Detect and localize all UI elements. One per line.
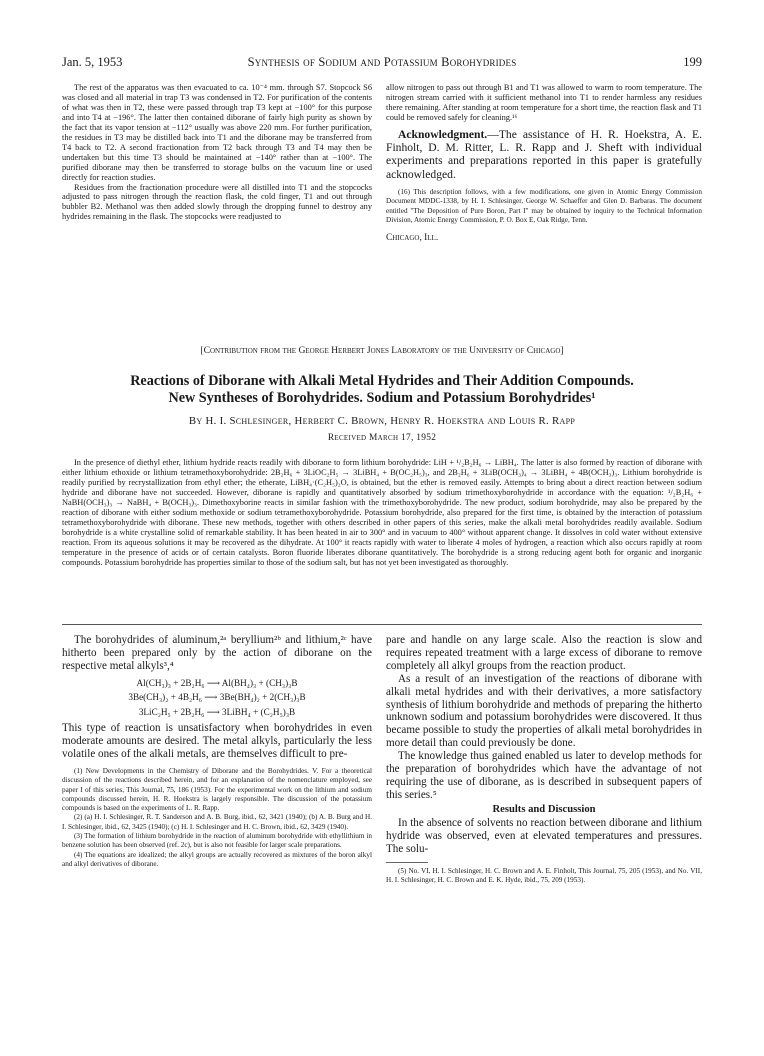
paragraph: As a result of an investigation of the reactions of diborane with alkali metal hydrides and with their derivatives, a more satisfactory synthesis of lithium borohydride and methods of preparing the hitherto unknown sodium and potassium borohydrides were discovered. It thus became possible to study the properties of alkali metal borohydrides in more detail than could previously be done. bbox=[386, 672, 702, 750]
footnote: (1) New Developments in the Chemistry of Diborane and the Borohydrides. V. For a theoretical discussion of the reactions described herein, and for an explanation of the nomenclature employed, see paper I of this series, This Journal, 75, 186 (1953). For the experimental work on the lithium and sodium compounds discussed herein, H. R. Hoekstra is largely responsible. The discussion of the potassium compounds is based on the experiments of L. R. Rapp. bbox=[62, 766, 372, 813]
footnotes bbox=[62, 767, 372, 869]
equation-block bbox=[62, 676, 372, 720]
footnote-separator bbox=[386, 862, 428, 863]
paragraph: The rest of the apparatus was then evacuated to ca. 10⁻⁴ mm. through S7. Stopcock S6 was closed and all material in trap T3 was condensed in T2. For purification of the contents of what was then in T2, these were passed through trap T3 kept at −100° for this purpose and into T4 at −196°. The latter then contained diborane of fairly high purity as shown by the fact that its vapor tension at −112° usually was above 220 mm. For further purification, the residues in T3 may be distilled back into T1 and the diborane may be transferred from T4 back to T2. A second fractionation from T2 back through T3 and T4 may then be undertaken but this time T3 should be maintained at −140° rather than at −100°. The purified diborane may then be transferred to storage bulbs on the vacuum line or used directly for reaction studies. bbox=[62, 83, 372, 182]
running-header bbox=[62, 55, 702, 75]
title-line-1: Reactions of Diborane with Alkali Metal Hydrides and Their Addition Compounds. bbox=[130, 373, 634, 389]
contribution-line: [Contribution from the George Herbert Jones Laboratory of the University of Chicago] bbox=[200, 345, 564, 356]
ack-text: —The assistance of H. R. Hoekstra, A. E. Finholt, D. M. Ritter, L. R. Rapp and J. Sheft with individual experiments and preparations reported in this paper is gratefully acknowledged. bbox=[386, 127, 702, 181]
article-title bbox=[62, 373, 702, 407]
abstract-text: In the presence of diethyl ether, lithium hydride reacts readily with diborane to form lithium borohydride: LiH + ¹/₂B₂H₆ → LiBH₄. The latter is also formed by reaction of diborane with either lithium ethoxide or lithium tetramethoxyborohydride: 2B₂H₆ + 3LiOC₂H₅ → 3LiBH₄ + B(OC₂H₅)₃, and 2B₂H₆ + 3LiB(OCH₃)₄ → 3LiBH₄ + 4B(OCH₃)₃. Lithium borohydride is readily purified by recrystallization from ethyl ether; the etherate, LiBH₄·(C₂H₅)₂O, is obtained, but the ether is removed easily. Attempts to bring about a direct reaction between sodium hydride and diborane have not succeeded. However, diborane is rapidly and quantitatively absorbed by sodium trimethoxyborohydride in accordance with the equation: ¹/₂B₂H₆ + NaBH(OCH₃)₃ → NaBH₄ + B(OCH₃)₃. Dimethoxyborine reacts in similar fashion with the trimethoxyborohydride. The new product, sodium borohydride, may also be prepared by the reaction of diborane with either sodium methoxide or sodium tetramethoxyborohydride. Potassium borohydride, also prepared for the first time, is obtained by the interaction of potassium tetramethoxyborohydride with diborane. These new methods, together with others described in other papers of this series, make the alkali metal borohydrides readily available. Sodium borohydride is a white crystalline solid of remarkable stability. It has been heated in air to 300° and in vacuum to 400° without apparent change. It dissolves in cold water without extensive reaction. From its aqueous solutions it may be recovered as the dihydrate. At 100° it reacts rapidly with water to liberate 4 moles of hydrogen, a reaction which also occurs rapidly at room temperature in the presence of acids or of certain catalysts. Boron fluoride liberates diborane quantitatively. The borohydride is a strong reducing agent both for organic and inorganic compounds. Potassium borohydride has properties similar to those of the sodium salt, but has not yet been investigated as thoroughly. bbox=[62, 458, 702, 567]
top-right-column bbox=[386, 83, 702, 243]
footnote-16: (16) This description follows, with a few modifications, one given in Atomic Energy Commission Document MDDC-1338, by H. I. Schlesinger, George W. Schaeffer and Glen D. Barbaras. The document entitled "The Deposition of Pure Boron, Part I" may be obtained by inquiry to the Technical Information Division, Atomic Energy Commission, P. O. Box E, Oak Ridge, Tenn. bbox=[386, 188, 702, 224]
bottom-left-column bbox=[62, 634, 372, 869]
paragraph: This type of reaction is unsatisfactory when borohydrides in even moderate amounts are desired. The metal alkyls, particularly the less volatile ones of the alkali metals, are themselves difficult to pre- bbox=[62, 722, 372, 761]
header-date: Jan. 5, 1953 bbox=[62, 55, 123, 69]
header-page-number: 199 bbox=[683, 55, 702, 69]
top-left-column bbox=[62, 83, 372, 222]
received-date: Received March 17, 1952 bbox=[327, 433, 437, 443]
section-heading: Results and Discussion bbox=[492, 803, 596, 815]
abstract-rule bbox=[62, 624, 702, 625]
paragraph: In the absence of solvents no reaction between diborane and lithium hydride was observed, even at elevated temperatures and pressures. The solu- bbox=[386, 816, 702, 855]
paragraph: The borohydrides of aluminum,²ᵃ beryllium²ᵇ and lithium,²ᶜ have hitherto been prepared only by the action of diborane on the respective metal alkyls³,⁴ bbox=[62, 634, 372, 672]
title-line-2: New Syntheses of Borohydrides. Sodium and Potassium Borohydrides¹ bbox=[168, 390, 596, 406]
header-running-title: Synthesis of Sodium and Potassium Borohydrides bbox=[247, 55, 517, 69]
footnote: (2) (a) H. I. Schlesinger, R. T. Sanderson and A. B. Burg, ibid., 62, 3421 (1940); (b) A. B. Burg and H. I. Schlesinger, ibid., 62, 3425 (1940); (c) H. I. Schlesinger and H. C. Brown, ibid., 62, 3429 (1940). bbox=[62, 813, 372, 831]
bottom-right-column bbox=[386, 634, 702, 885]
equation: 3LiC₂H₅ + 2B₂H₆ ⟶ 3LiBH₄ + (C₂H₅)₃B bbox=[138, 706, 296, 717]
paragraph: Residues from the fractionation procedure were all distilled into T1 and the stopcocks adjusted to pass nitrogen through the reaction flask, the cold finger, T1 and out through bubbler B2. Methanol was then added slowly through the dropping funnel to destroy any hydrides remaining in the flask. The stopcocks were readjusted to bbox=[62, 182, 372, 222]
abstract bbox=[62, 458, 702, 567]
footnote-5: (5) No. VI, H. I. Schlesinger, H. C. Brown and A. E. Finholt, This Journal, 75, 205 (1953), and No. VII, H. I. Schlesinger, H. C. Brown and E. K. Hyde, ibid., 75, 209 (1953). bbox=[386, 866, 702, 884]
equation: 3Be(CH₃)₂ + 4B₂H₆ ⟶ 3Be(BH₄)₂ + 2(CH₃)₃B bbox=[128, 692, 306, 703]
city-line: Chicago, Ill. bbox=[386, 233, 439, 244]
equation: Al(CH₃)₃ + 2B₂H₆ ⟶ Al(BH₄)₃ + (CH₃)₃B bbox=[136, 677, 298, 688]
authors-line: By H. I. Schlesinger, Herbert C. Brown, Henry R. Hoekstra and Louis R. Rapp bbox=[188, 415, 576, 427]
footnote: (3) The formation of lithium borohydride in the reaction of aluminum borohydride with ethyllithium in benzene solution has been observed (ref. 2c), but is also not feasible for larger scale preparations. bbox=[62, 832, 372, 850]
ack-heading: Acknowledgment. bbox=[398, 127, 488, 141]
acknowledgment bbox=[386, 128, 702, 181]
footnote: (4) The equations are idealized; the alkyl groups are actually recovered as mixtures of the boron alkyl and alkyl derivatives of diborane. bbox=[62, 850, 372, 868]
paragraph: allow nitrogen to pass out through B1 and T1 was allowed to warm to room temperature. The nitrogen stream carried with it sufficient methanol into T1 to render harmless any residues there remaining. After standing at room temperature for a short time, the reaction flask and T1 could be removed safely for cleaning.¹⁶ bbox=[386, 83, 702, 122]
paragraph: pare and handle on any large scale. Also the reaction is slow and requires repeated treatment with a large excess of diborane to remove completely all alkyl groups from the reaction product. bbox=[386, 634, 702, 672]
paragraph: The knowledge thus gained enabled us later to develop methods for the preparation of borohydrides which have the advantage of not requiring the use of diborane, as is described in subsequent papers of this series.⁵ bbox=[386, 750, 702, 801]
